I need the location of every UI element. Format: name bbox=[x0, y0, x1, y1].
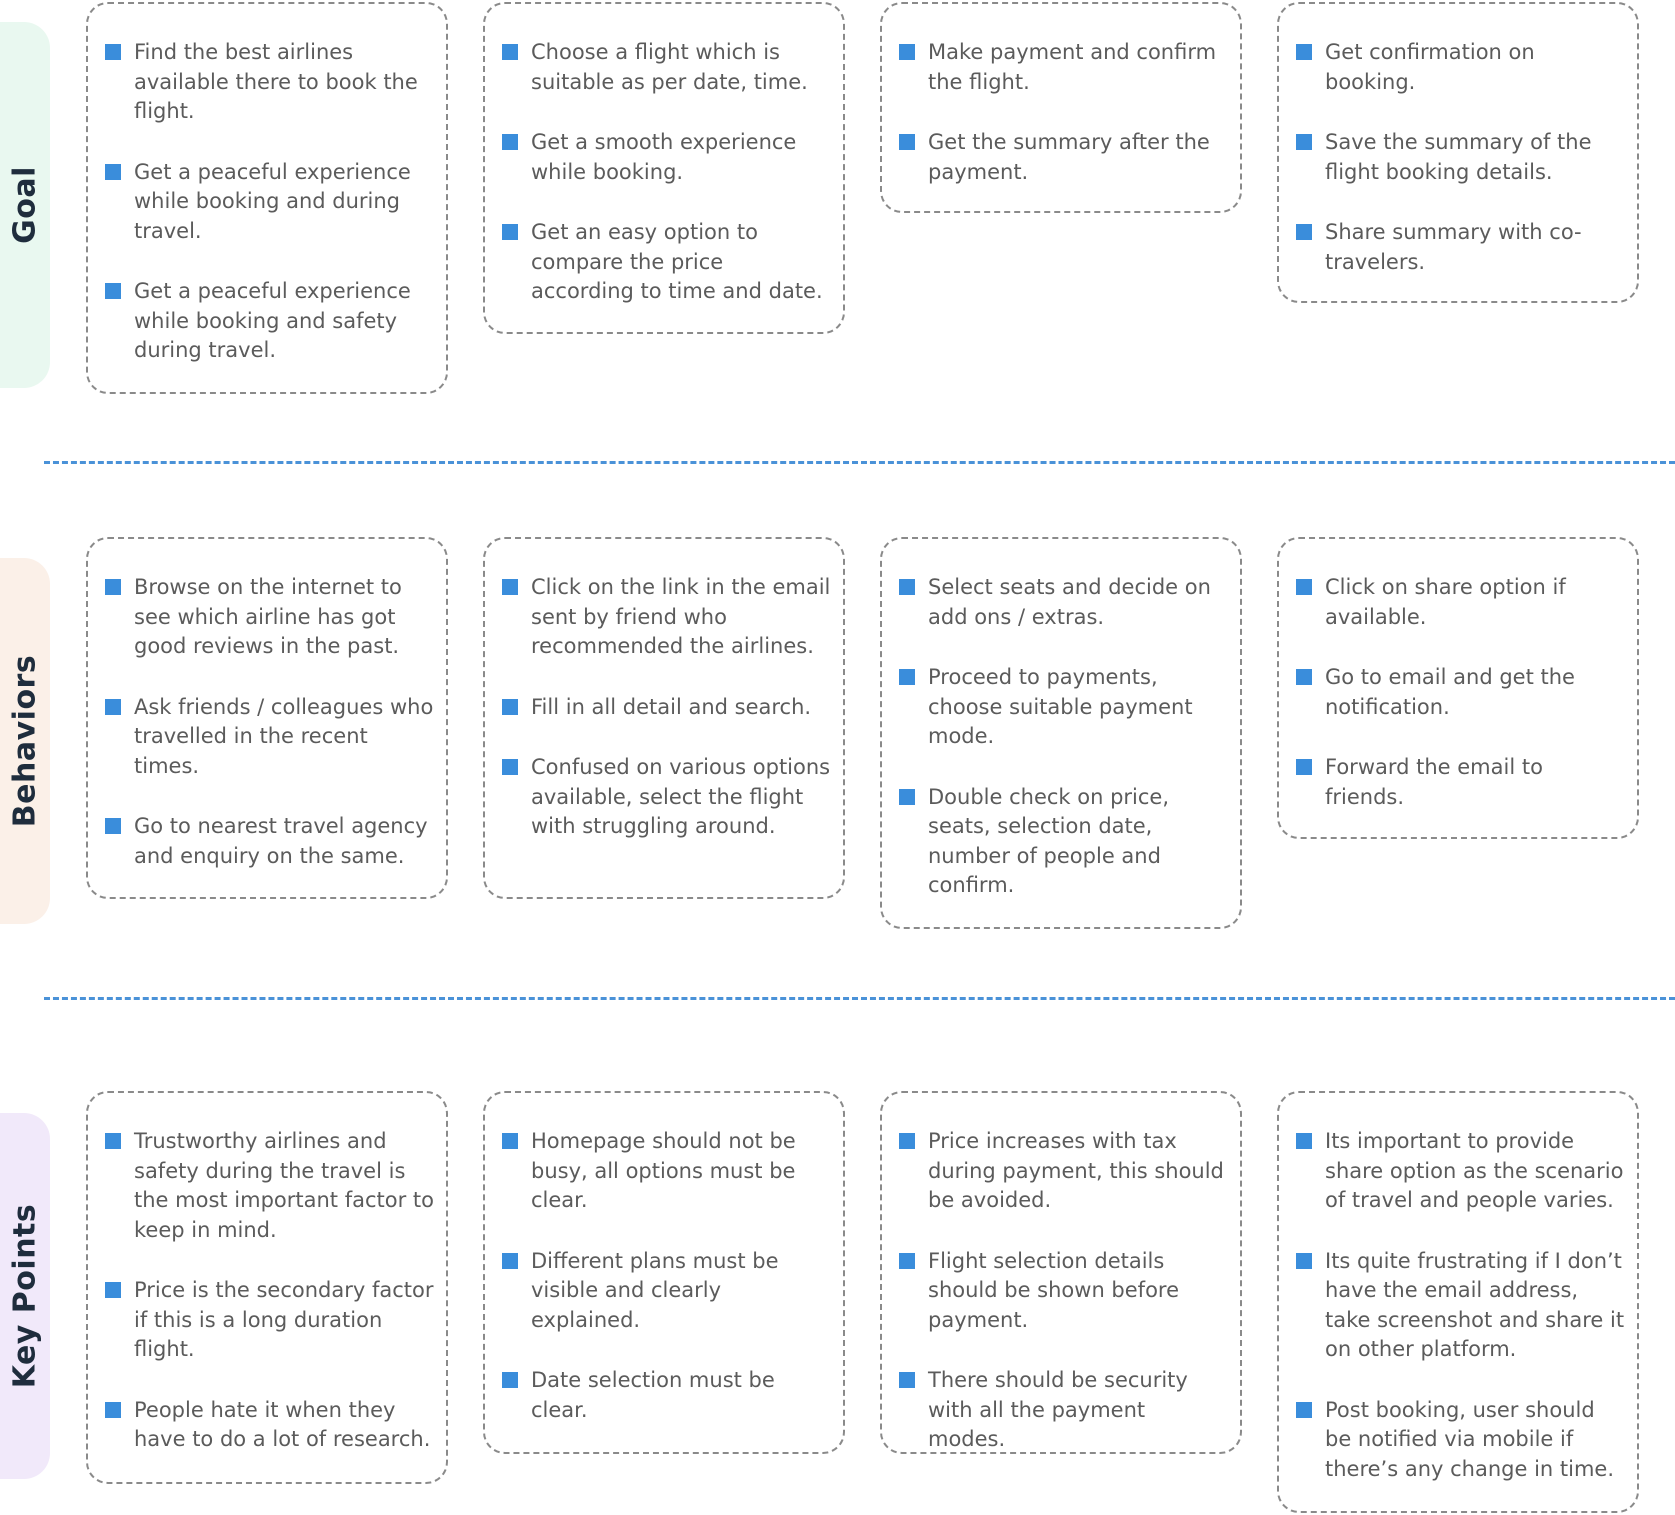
square-bullet-icon bbox=[1296, 759, 1312, 775]
square-bullet-icon bbox=[1296, 1253, 1312, 1269]
goal-card-1 bbox=[86, 2, 448, 394]
list-item: Confused on various options available, select the flight with struggling around. bbox=[531, 753, 831, 842]
behaviors-card-2 bbox=[483, 537, 845, 899]
square-bullet-icon bbox=[1296, 44, 1312, 60]
list-item: Find the best airlines available there to book the flight. bbox=[134, 38, 434, 127]
list-item: Get a peaceful experience while booking and during travel. bbox=[134, 158, 434, 247]
list-item: Get a smooth experience while booking. bbox=[531, 128, 831, 187]
list-item: Make payment and confirm the flight. bbox=[928, 38, 1228, 97]
square-bullet-icon bbox=[502, 134, 518, 150]
list-item: Trustworthy airlines and safety during the travel is the most important factor to keep in mind. bbox=[134, 1127, 434, 1245]
key-points-card-3 bbox=[880, 1091, 1242, 1454]
list-item: Share summary with co-travelers. bbox=[1325, 218, 1625, 277]
square-bullet-icon bbox=[899, 1133, 915, 1149]
list-item: Homepage should not be busy, all options must be clear. bbox=[531, 1127, 831, 1216]
goal-card-3 bbox=[880, 2, 1242, 213]
square-bullet-icon bbox=[1296, 1133, 1312, 1149]
key-points-label-tab bbox=[0, 1113, 50, 1479]
list-item: Get confirmation on booking. bbox=[1325, 38, 1625, 97]
goal-card-2 bbox=[483, 2, 845, 334]
square-bullet-icon bbox=[899, 1253, 915, 1269]
behaviors-section bbox=[0, 536, 1675, 956]
square-bullet-icon bbox=[105, 699, 121, 715]
behaviors-label-tab bbox=[0, 558, 50, 924]
list-item: Proceed to payments, choose suitable payment mode. bbox=[928, 663, 1228, 752]
square-bullet-icon bbox=[105, 44, 121, 60]
list-item: Flight selection details should be shown before payment. bbox=[928, 1247, 1228, 1336]
square-bullet-icon bbox=[105, 579, 121, 595]
list-item: Its important to provide share option as the scenario of travel and people varies. bbox=[1325, 1127, 1625, 1216]
list-item: Forward the email to friends. bbox=[1325, 753, 1625, 812]
list-item: Different plans must be visible and clearly explained. bbox=[531, 1247, 831, 1336]
list-item: Click on share option if available. bbox=[1325, 573, 1625, 632]
key-points-label: Key Points bbox=[7, 1203, 43, 1389]
list-item: Price is the secondary factor if this is a long duration flight. bbox=[134, 1276, 434, 1365]
square-bullet-icon bbox=[1296, 134, 1312, 150]
square-bullet-icon bbox=[502, 1133, 518, 1149]
square-bullet-icon bbox=[105, 164, 121, 180]
list-item: Price increases with tax during payment, this should be avoided. bbox=[928, 1127, 1228, 1216]
list-item: Post booking, user should be notified via mobile if there’s any change in time. bbox=[1325, 1396, 1625, 1485]
key-points-card-4 bbox=[1277, 1091, 1639, 1513]
list-item: There should be security with all the payment modes. bbox=[928, 1366, 1228, 1455]
square-bullet-icon bbox=[502, 224, 518, 240]
square-bullet-icon bbox=[105, 1133, 121, 1149]
square-bullet-icon bbox=[105, 1402, 121, 1418]
list-item: Date selection must be clear. bbox=[531, 1366, 831, 1425]
square-bullet-icon bbox=[899, 1372, 915, 1388]
list-item: Fill in all detail and search. bbox=[531, 693, 831, 723]
list-item: Double check on price, seats, selection date, number of people and confirm. bbox=[928, 783, 1228, 901]
square-bullet-icon bbox=[105, 818, 121, 834]
list-item: Its quite frustrating if I don’t have the email address, take screenshot and share it on other platform. bbox=[1325, 1247, 1625, 1365]
square-bullet-icon bbox=[899, 669, 915, 685]
list-item: Ask friends / colleagues who travelled in the recent times. bbox=[134, 693, 434, 782]
square-bullet-icon bbox=[899, 134, 915, 150]
list-item: Click on the link in the email sent by friend who recommended the airlines. bbox=[531, 573, 831, 662]
square-bullet-icon bbox=[899, 789, 915, 805]
square-bullet-icon bbox=[1296, 224, 1312, 240]
behaviors-card-1 bbox=[86, 537, 448, 899]
square-bullet-icon bbox=[502, 1253, 518, 1269]
list-item: Select seats and decide on add ons / extras. bbox=[928, 573, 1228, 632]
square-bullet-icon bbox=[105, 1282, 121, 1298]
square-bullet-icon bbox=[1296, 1402, 1312, 1418]
goal-section bbox=[0, 0, 1675, 420]
square-bullet-icon bbox=[1296, 669, 1312, 685]
section-divider bbox=[44, 461, 1675, 464]
behaviors-label: Behaviors bbox=[7, 654, 43, 828]
list-item: Go to email and get the notification. bbox=[1325, 663, 1625, 722]
list-item: Save the summary of the flight booking details. bbox=[1325, 128, 1625, 187]
list-item: Get the summary after the payment. bbox=[928, 128, 1228, 187]
square-bullet-icon bbox=[105, 283, 121, 299]
list-item: Choose a flight which is suitable as per date, time. bbox=[531, 38, 831, 97]
list-item: Go to nearest travel agency and enquiry on the same. bbox=[134, 812, 434, 871]
behaviors-card-3 bbox=[880, 537, 1242, 929]
section-divider bbox=[44, 997, 1675, 1000]
goal-label-tab bbox=[0, 22, 50, 388]
key-points-card-1 bbox=[86, 1091, 448, 1484]
square-bullet-icon bbox=[899, 44, 915, 60]
key-points-section bbox=[0, 1091, 1675, 1515]
list-item: Browse on the internet to see which airline has got good reviews in the past. bbox=[134, 573, 434, 662]
key-points-card-2 bbox=[483, 1091, 845, 1454]
behaviors-card-4 bbox=[1277, 537, 1639, 839]
square-bullet-icon bbox=[502, 759, 518, 775]
square-bullet-icon bbox=[502, 1372, 518, 1388]
list-item: Get a peaceful experience while booking and safety during travel. bbox=[134, 277, 434, 366]
list-item: Get an easy option to compare the price according to time and date. bbox=[531, 218, 831, 307]
square-bullet-icon bbox=[502, 579, 518, 595]
square-bullet-icon bbox=[899, 579, 915, 595]
goal-label: Goal bbox=[7, 166, 43, 244]
square-bullet-icon bbox=[502, 44, 518, 60]
list-item: People hate it when they have to do a lot of research. bbox=[134, 1396, 434, 1455]
goal-card-4 bbox=[1277, 2, 1639, 303]
square-bullet-icon bbox=[1296, 579, 1312, 595]
square-bullet-icon bbox=[502, 699, 518, 715]
